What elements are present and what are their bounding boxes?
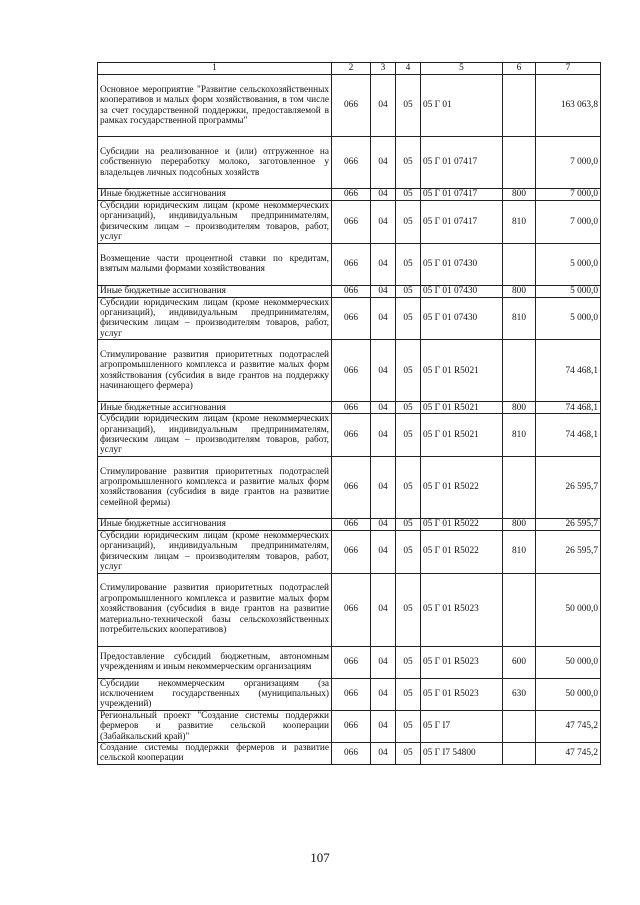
expense-type-cell: 630: [503, 678, 536, 710]
subsection-code-cell: 05: [396, 189, 421, 201]
section-code-cell: 04: [371, 137, 396, 189]
row-name-cell: Иные бюджетные ассигнования: [98, 402, 332, 414]
amount-cell: 50 000,0: [536, 573, 601, 646]
section-code-cell: 04: [371, 285, 396, 297]
row-name-cell: Стимулирование развития приоритетных подотраслей агропромышленного комплекса и развитие малых форм хозяйствования (субсиdия в виде грантов на развитие семейной фермы): [98, 456, 332, 518]
ministry-code-cell: 066: [332, 573, 371, 646]
section-code-cell: 04: [371, 518, 396, 530]
row-name-cell: Субсидии на реализованное и (или) отгруженное на собственную переработку молоко, заготовленное у владельцев личных подсобных хозяйств: [98, 137, 332, 189]
section-code-cell: 04: [371, 201, 396, 244]
ministry-code-cell: 066: [332, 340, 371, 402]
column-header: 5: [421, 63, 503, 75]
target-article-cell: 05 Г 01 R5021: [421, 414, 503, 457]
row-name-cell: Региональный проект "Создание системы поддержки фермеров и развитие сельской кооперации (Забайкальский край)": [98, 710, 332, 742]
table-row: [98, 201, 601, 244]
subsection-code-cell: 05: [396, 285, 421, 297]
column-header: 7: [536, 63, 601, 75]
target-article-cell: 05 Г 01 07430: [421, 297, 503, 340]
expense-type-cell: 800: [503, 189, 536, 201]
row-name-cell: Иные бюджетные ассигнования: [98, 285, 332, 297]
expense-type-cell: [503, 710, 536, 742]
subsection-code-cell: 05: [396, 742, 421, 764]
ministry-code-cell: 066: [332, 189, 371, 201]
amount-cell: 47 745,2: [536, 742, 601, 764]
expense-type-cell: 810: [503, 414, 536, 457]
ministry-code-cell: 066: [332, 456, 371, 518]
table-row: [98, 710, 601, 742]
table-row: [98, 189, 601, 201]
target-article-cell: 05 Г 01 R5023: [421, 573, 503, 646]
amount-cell: 74 468,1: [536, 414, 601, 457]
target-article-cell: 05 Г 01 R5022: [421, 530, 503, 573]
row-name-cell: Субсидии юридическим лицам (кроме некоммерческих организаций), индивидуальным предпринимателям, физическим лицам – производителям товаров, работ, услуг: [98, 201, 332, 244]
column-header: 1: [98, 63, 332, 75]
section-code-cell: 04: [371, 456, 396, 518]
ministry-code-cell: 066: [332, 285, 371, 297]
table-row: [98, 137, 601, 189]
target-article-cell: 05 Г 01 07430: [421, 243, 503, 285]
expense-type-cell: 800: [503, 518, 536, 530]
subsection-code-cell: 05: [396, 137, 421, 189]
target-article-cell: 05 Г I7: [421, 710, 503, 742]
subsection-code-cell: 05: [396, 710, 421, 742]
subsection-code-cell: 05: [396, 456, 421, 518]
expense-type-cell: 800: [503, 402, 536, 414]
subsection-code-cell: 05: [396, 646, 421, 678]
subsection-code-cell: 05: [396, 75, 421, 137]
expense-type-cell: 600: [503, 646, 536, 678]
section-code-cell: 04: [371, 530, 396, 573]
expense-type-cell: 810: [503, 297, 536, 340]
ministry-code-cell: 066: [332, 243, 371, 285]
table-row: [98, 285, 601, 297]
expense-type-cell: 810: [503, 201, 536, 244]
row-name-cell: Субсидии юридическим лицам (кроме некоммерческих организаций), индивидуальным предпринимателям, физическим лицам – производителям товаров, работ, услуг: [98, 530, 332, 573]
expense-type-cell: [503, 742, 536, 764]
subsection-code-cell: 05: [396, 297, 421, 340]
row-name-cell: Стимулирование развития приоритетных подотраслей агропромышленного комплекса и развитие малых форм хозяйствования (субсиdия в виде грантов на поддержку начинающего фермера): [98, 340, 332, 402]
target-article-cell: 05 Г 01 07417: [421, 137, 503, 189]
target-article-cell: 05 Г 01: [421, 75, 503, 137]
subsection-code-cell: 05: [396, 243, 421, 285]
table-header-row: [98, 63, 601, 75]
row-name-cell: Основное мероприятие "Развитие сельскохозяйственных кооперативов и малых форм хозяйствования, в том числе за счет государственной поддержки, предоставляемой в рамках государственной программы": [98, 75, 332, 137]
expense-type-cell: [503, 456, 536, 518]
table-row: [98, 573, 601, 646]
amount-cell: 7 000,0: [536, 137, 601, 189]
section-code-cell: 04: [371, 402, 396, 414]
amount-cell: 7 000,0: [536, 201, 601, 244]
expense-type-cell: [503, 243, 536, 285]
target-article-cell: 05 Г 01 07417: [421, 201, 503, 244]
ministry-code-cell: 066: [332, 530, 371, 573]
subsection-code-cell: 05: [396, 340, 421, 402]
row-name-cell: Субсидии юридическим лицам (кроме некоммерческих организаций), индивидуальным предпринимателям, физическим лицам – производителям товаров, работ, услуг: [98, 414, 332, 457]
row-name-cell: Возмещение части процентной ставки по кредитам, взятым малыми формами хозяйствования: [98, 243, 332, 285]
subsection-code-cell: 05: [396, 530, 421, 573]
amount-cell: 26 595,7: [536, 456, 601, 518]
ministry-code-cell: 066: [332, 710, 371, 742]
section-code-cell: 04: [371, 573, 396, 646]
expense-type-cell: [503, 137, 536, 189]
target-article-cell: 05 Г 01 R5023: [421, 646, 503, 678]
target-article-cell: 05 Г 01 R5022: [421, 518, 503, 530]
table-row: [98, 340, 601, 402]
expense-type-cell: 800: [503, 285, 536, 297]
target-article-cell: 05 Г 01 07417: [421, 189, 503, 201]
amount-cell: 47 745,2: [536, 710, 601, 742]
table-row: [98, 75, 601, 137]
expense-type-cell: [503, 573, 536, 646]
table-row: [98, 518, 601, 530]
amount-cell: 74 468,1: [536, 340, 601, 402]
expense-type-cell: 810: [503, 530, 536, 573]
section-code-cell: 04: [371, 75, 396, 137]
amount-cell: 50 000,0: [536, 646, 601, 678]
table-row: [98, 297, 601, 340]
row-name-cell: Предоставление субсидий бюджетным, автономным учреждениям и иным некоммерческим организациям: [98, 646, 332, 678]
row-name-cell: Стимулирование развития приоритетных подотраслей агропромышленного комплекса и развитие малых форм хозяйствования (субсиdия в виде грантов на развитие материально-технической базы сельскохозяйственных потребительских кооперативов): [98, 573, 332, 646]
subsection-code-cell: 05: [396, 678, 421, 710]
target-article-cell: 05 Г 01 R5022: [421, 456, 503, 518]
row-name-cell: Создание системы поддержки фермеров и развитие сельской кооперации: [98, 742, 332, 764]
column-header: 4: [396, 63, 421, 75]
ministry-code-cell: 066: [332, 414, 371, 457]
section-code-cell: 04: [371, 340, 396, 402]
ministry-code-cell: 066: [332, 75, 371, 137]
amount-cell: 5 000,0: [536, 297, 601, 340]
amount-cell: 5 000,0: [536, 243, 601, 285]
row-name-cell: Субсидии некоммерческим организациям (за исключением государственных (муниципальных) учреждений): [98, 678, 332, 710]
ministry-code-cell: 066: [332, 297, 371, 340]
row-name-cell: Иные бюджетные ассигнования: [98, 518, 332, 530]
target-article-cell: 05 Г I7 54800: [421, 742, 503, 764]
ministry-code-cell: 066: [332, 201, 371, 244]
budget-table: [97, 62, 601, 765]
subsection-code-cell: 05: [396, 518, 421, 530]
target-article-cell: 05 Г 01 R5023: [421, 678, 503, 710]
table-row: [98, 742, 601, 764]
column-header: 2: [332, 63, 371, 75]
amount-cell: 7 000,0: [536, 189, 601, 201]
section-code-cell: 04: [371, 414, 396, 457]
amount-cell: 50 000,0: [536, 678, 601, 710]
ministry-code-cell: 066: [332, 402, 371, 414]
section-code-cell: 04: [371, 678, 396, 710]
expense-type-cell: [503, 340, 536, 402]
amount-cell: 26 595,7: [536, 530, 601, 573]
section-code-cell: 04: [371, 189, 396, 201]
table-row: [98, 414, 601, 457]
table-row: [98, 646, 601, 678]
subsection-code-cell: 05: [396, 402, 421, 414]
table-row: [98, 678, 601, 710]
table-row: [98, 402, 601, 414]
target-article-cell: 05 Г 01 07430: [421, 285, 503, 297]
section-code-cell: 04: [371, 297, 396, 340]
table-row: [98, 530, 601, 573]
table-row: [98, 243, 601, 285]
column-header: 3: [371, 63, 396, 75]
amount-cell: 163 063,8: [536, 75, 601, 137]
ministry-code-cell: 066: [332, 518, 371, 530]
ministry-code-cell: 066: [332, 137, 371, 189]
ministry-code-cell: 066: [332, 742, 371, 764]
target-article-cell: 05 Г 01 R5021: [421, 340, 503, 402]
subsection-code-cell: 05: [396, 201, 421, 244]
section-code-cell: 04: [371, 710, 396, 742]
page-number: 107: [310, 850, 330, 865]
table-row: [98, 456, 601, 518]
row-name-cell: Субсидии юридическим лицам (кроме некоммерческих организаций), индивидуальным предпринимателям, физическим лицам – производителям товаров, работ, услуг: [98, 297, 332, 340]
ministry-code-cell: 066: [332, 646, 371, 678]
section-code-cell: 04: [371, 742, 396, 764]
amount-cell: 26 595,7: [536, 518, 601, 530]
amount-cell: 74 468,1: [536, 402, 601, 414]
subsection-code-cell: 05: [396, 414, 421, 457]
column-header: 6: [503, 63, 536, 75]
target-article-cell: 05 Г 01 R5021: [421, 402, 503, 414]
amount-cell: 5 000,0: [536, 285, 601, 297]
subsection-code-cell: 05: [396, 573, 421, 646]
ministry-code-cell: 066: [332, 678, 371, 710]
expense-type-cell: [503, 75, 536, 137]
row-name-cell: Иные бюджетные ассигнования: [98, 189, 332, 201]
section-code-cell: 04: [371, 243, 396, 285]
section-code-cell: 04: [371, 646, 396, 678]
